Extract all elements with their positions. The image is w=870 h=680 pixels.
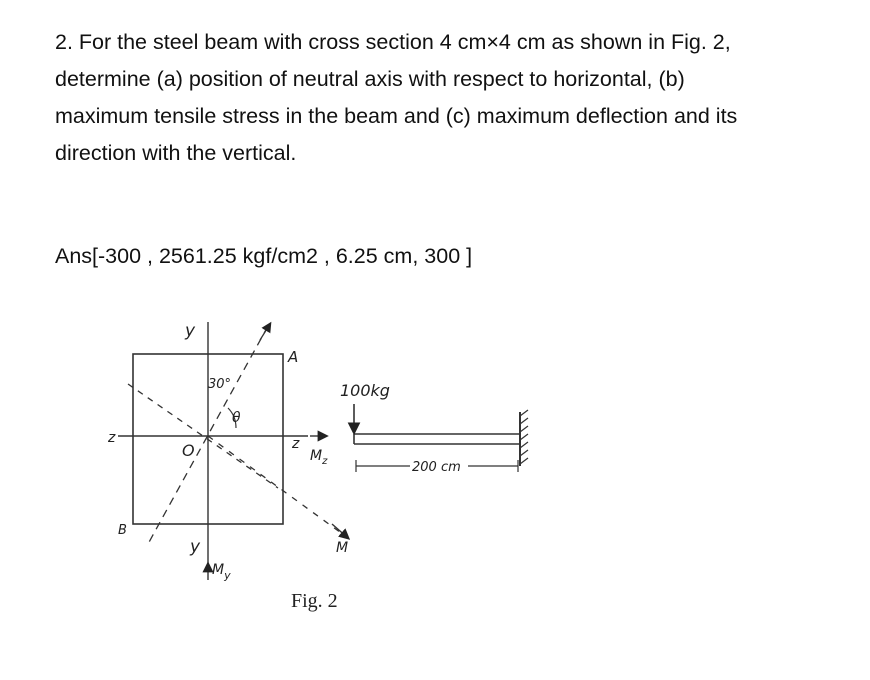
my-label: $M_y$ xyxy=(212,562,231,582)
angle-label: 30° xyxy=(208,377,232,392)
z-left-label: z xyxy=(108,430,116,446)
figure-caption: Fig. 2 xyxy=(291,590,338,612)
origin-label: O xyxy=(182,441,195,460)
problem-line-4: direction with the vertical. xyxy=(55,141,297,165)
point-b-label: B xyxy=(118,523,127,538)
y-top-label: y xyxy=(185,321,196,341)
span-label: 200 cm xyxy=(412,460,461,475)
y-bottom-label: y xyxy=(190,537,201,557)
problem-line-2: determine (a) position of neutral axis with respect to horizontal, (b) xyxy=(55,67,685,91)
moment-line xyxy=(208,436,348,538)
problem-statement xyxy=(55,24,845,172)
fixed-support-hatching xyxy=(520,410,528,464)
theta-label: θ xyxy=(232,410,241,426)
mz-label: $M_z$ xyxy=(310,448,328,467)
answer-line: Ans[-300 , 2561.25 kgf/cm2 , 6.25 cm, 300 ] xyxy=(55,244,473,268)
moment-label: M xyxy=(336,540,349,556)
point-a-label: A xyxy=(288,348,299,366)
moment-arrow xyxy=(332,524,348,538)
z-right-label: z xyxy=(292,436,300,452)
problem-line-1: 2. For the steel beam with cross section 4 cm×4 cm as shown in Fig. 2, xyxy=(55,30,731,54)
load-direction-arrow xyxy=(260,324,270,340)
problem-line-3: maximum tensile stress in the beam and (c) maximum deflection and its xyxy=(55,104,738,128)
load-label: 100kg xyxy=(340,381,390,400)
